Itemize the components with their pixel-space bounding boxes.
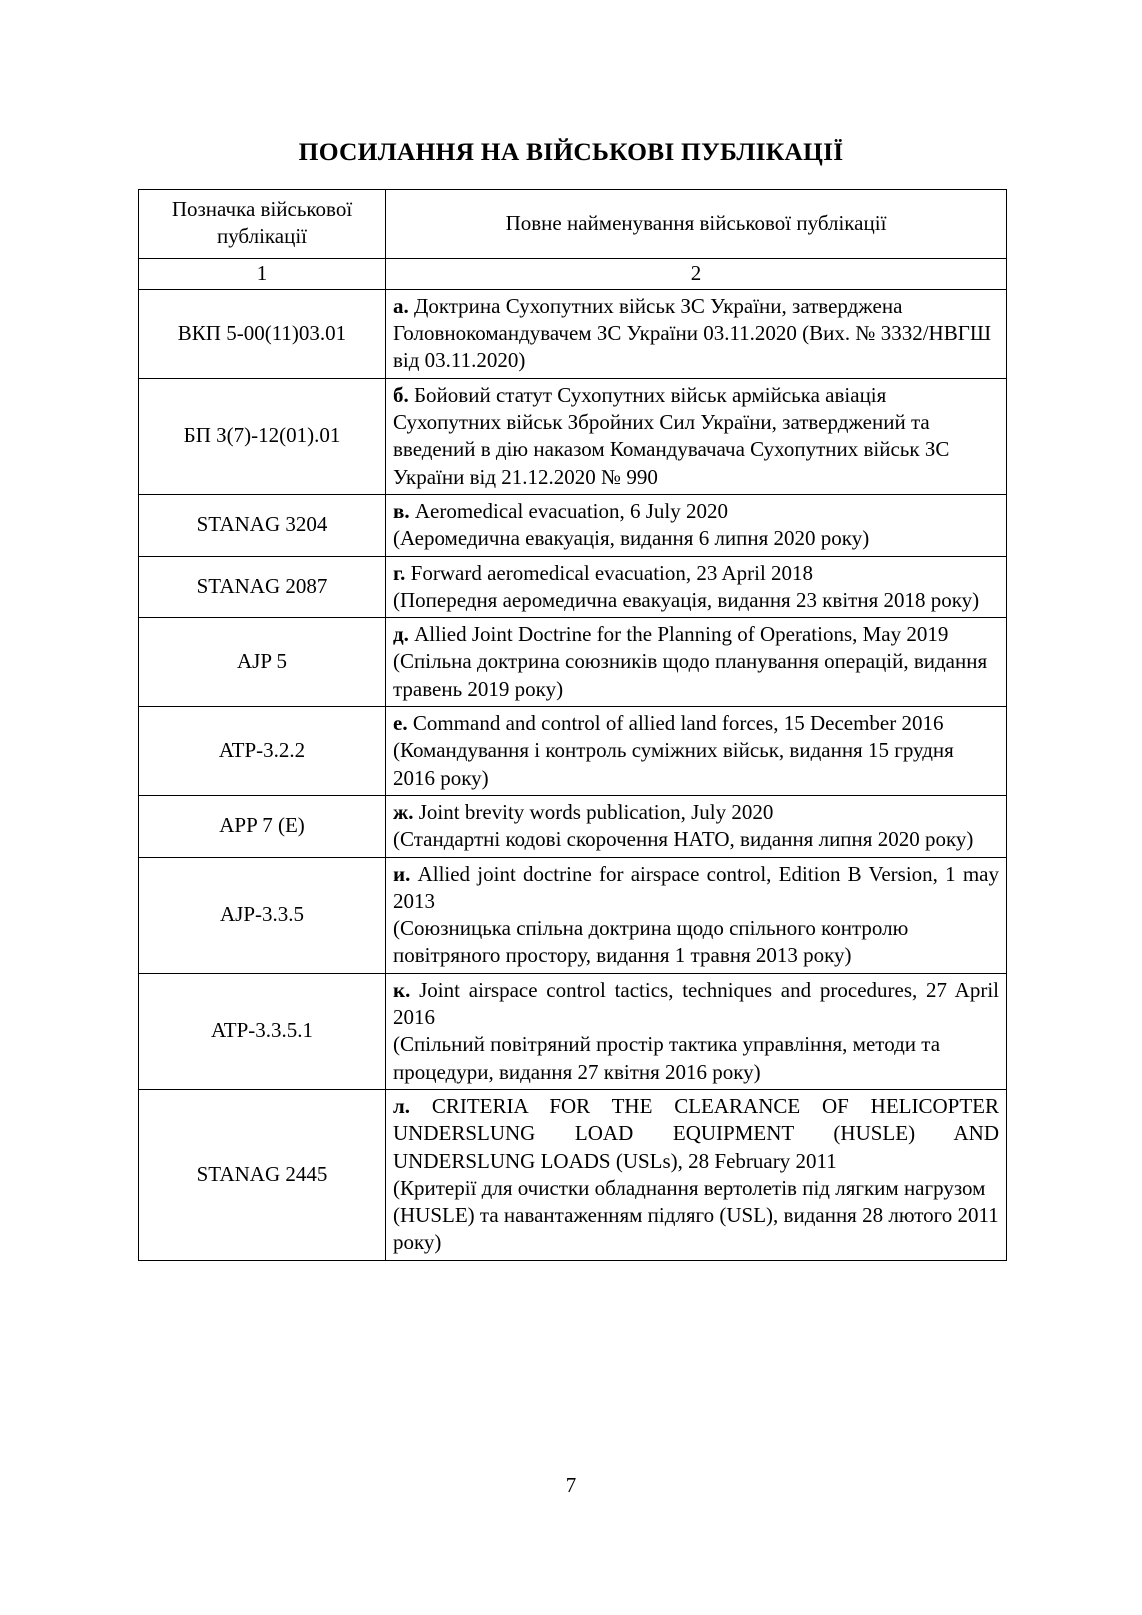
- publication-designation: ATP-3.2.2: [139, 707, 386, 796]
- publication-designation: AJP 5: [139, 618, 386, 707]
- publication-designation: AJP-3.3.5: [139, 857, 386, 973]
- publication-line: (Спільний повітряний простір тактика управління, методи та процедури, видання 27 квітня 2016 року): [393, 1032, 941, 1084]
- publication-line: (Командування і контроль суміжних військ, видання 15 грудня 2016 року): [393, 738, 954, 790]
- publication-line: б. Бойовий статут Сухопутних військ армійська авіація Сухопутних військ Збройних Сил України, затверджений та введений в дію наказом Командувачача Сухопутних військ ЗС України від 21.12.2020 № 990: [393, 382, 950, 489]
- table-row: [139, 1089, 1007, 1260]
- table-row: [139, 494, 1007, 556]
- publication-line: е. Command and control of allied land forces, 15 December 2016: [393, 711, 944, 736]
- publication-line: (Союзницька спільна доктрина щодо спільного контролю повітряного простору, видання 1 травня 2013 року): [393, 916, 909, 968]
- publication-designation: STANAG 3204: [139, 494, 386, 556]
- column-number-2: 2: [386, 258, 1007, 289]
- page-title: ПОСИЛАННЯ НА ВІЙСЬКОВІ ПУБЛІКАЦІЇ: [298, 137, 844, 166]
- publication-full-name: [386, 556, 1007, 618]
- item-marker: б.: [393, 382, 409, 407]
- item-marker: ж.: [393, 799, 414, 824]
- publication-line: (Стандартні кодові скорочення НАТО, видання липня 2020 року): [393, 827, 974, 852]
- publication-line: д. Allied Joint Doctrine for the Planning of Operations, May 2019: [393, 622, 949, 647]
- table-row: [139, 618, 1007, 707]
- item-marker: л.: [393, 1093, 411, 1118]
- publication-designation: APP 7 (E): [139, 795, 386, 857]
- publication-designation: ATP-3.3.5.1: [139, 973, 386, 1089]
- publication-line: г. Forward aeromedical evacuation, 23 April 2018: [393, 560, 814, 585]
- publication-designation: ВКП 5-00(11)03.01: [139, 289, 386, 378]
- table-row: [139, 378, 1007, 494]
- publication-designation: STANAG 2087: [139, 556, 386, 618]
- publication-full-name: [386, 1089, 1007, 1260]
- table-row: [139, 795, 1007, 857]
- publication-full-name: [386, 795, 1007, 857]
- publication-full-name: [386, 707, 1007, 796]
- column-header-full-name: Повне найменування військової публікації: [386, 190, 1007, 259]
- table-row: [139, 857, 1007, 973]
- table-row: [139, 556, 1007, 618]
- column-number-row: [139, 258, 1007, 289]
- publication-line: к. Joint airspace control tactics, techniques and procedures, 27 April 2016: [393, 977, 999, 1030]
- item-marker: а.: [393, 293, 409, 318]
- item-marker: г.: [393, 560, 406, 585]
- publication-full-name: [386, 973, 1007, 1089]
- publication-line: (Аеромедична евакуація, видання 6 липня 2020 року): [393, 526, 870, 551]
- publication-line: (Попередня аеромедична евакуація, видання 23 квітня 2018 року): [393, 587, 980, 612]
- publication-line: (Спільна доктрина союзників щодо планування операцій, видання травень 2019 року): [393, 649, 988, 701]
- table-row: [139, 289, 1007, 378]
- table-body: [139, 190, 1007, 1261]
- publication-designation: БП З(7)-12(01).01: [139, 378, 386, 494]
- publication-full-name: [386, 494, 1007, 556]
- item-marker: е.: [393, 711, 408, 736]
- item-marker: к.: [393, 977, 411, 1002]
- item-marker: д.: [393, 622, 409, 647]
- publication-line: л. CRITERIA FOR THE CLEARANCE OF HELICOPTER UNDERSLUNG LOAD EQUIPMENT (HUSLE) AND UNDERSLUNG LOADS (USLs), 28 February 2011: [393, 1093, 999, 1173]
- publication-full-name: [386, 857, 1007, 973]
- table-row: [139, 973, 1007, 1089]
- publication-line: в. Aeromedical evacuation, 6 July 2020: [393, 498, 728, 523]
- publication-line: ж. Joint brevity words publication, July 2020: [393, 799, 774, 824]
- column-header-designation: Позначка військової публікації: [139, 190, 386, 259]
- publication-full-name: [386, 378, 1007, 494]
- column-number-1: 1: [139, 258, 386, 289]
- table-row: [139, 707, 1007, 796]
- publication-line: а. Доктрина Сухопутних військ ЗС України, затверджена Головнокомандувачем ЗС України 03.11.2020 (Вих. № 3332/НВГШ від 03.11.2020): [393, 293, 992, 373]
- publication-line: (Критерії для очистки обладнання вертолетів під лягким нагрузом (HUSLE) та навантаженням підляго (USL), видання 28 лютого 2011 року): [393, 1175, 999, 1255]
- item-marker: и.: [393, 861, 411, 886]
- publication-full-name: [386, 289, 1007, 378]
- publication-designation: STANAG 2445: [139, 1089, 386, 1260]
- military-publications-table: [138, 189, 1007, 1261]
- page-number: 7: [565, 1473, 577, 1497]
- item-marker: в.: [393, 498, 410, 523]
- publication-full-name: [386, 618, 1007, 707]
- table-header-row: [139, 190, 1007, 259]
- publication-line: и. Allied joint doctrine for airspace control, Edition B Version, 1 may 2013: [393, 861, 999, 913]
